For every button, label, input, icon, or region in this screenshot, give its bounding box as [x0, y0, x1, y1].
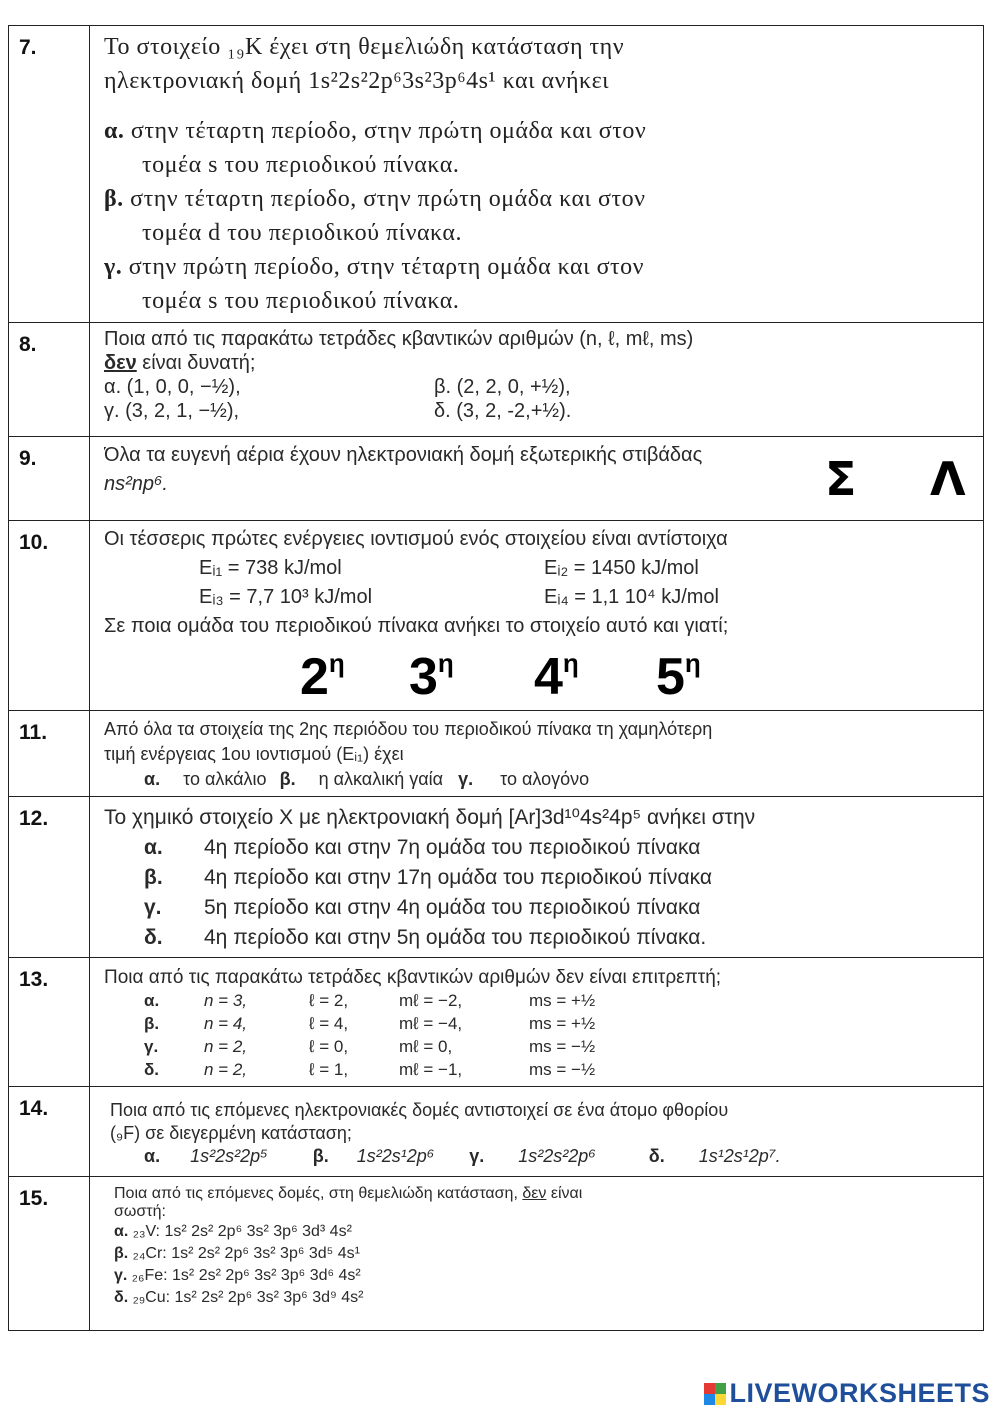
logo-text: LIVEWORKSHEETS: [729, 1378, 990, 1408]
question-stem: δεν είναι δυνατή;: [104, 352, 256, 374]
question-row-12: [9, 797, 984, 958]
question-body: [90, 323, 984, 437]
question-number: 13.: [9, 958, 90, 1087]
ionization-energy-2: Eᵢ₂ = 1450 kJ/mol: [544, 557, 699, 579]
ionization-energy-3: Eᵢ₃ = 7,7 10³ kJ/mol: [199, 586, 373, 608]
question-stem: τιμή ενέργειας 1ου ιοντισμού (Eᵢ₁) έχει: [104, 744, 404, 764]
option-a[interactable]: α. ₂₃V: 1s² 2s² 2p⁶ 3s² 3p⁶ 3d³ 4s²: [114, 1223, 352, 1240]
option-c[interactable]: το αλογόνο: [500, 769, 590, 789]
question-body: [90, 958, 984, 1087]
option-c[interactable]: γ. n = 2, ℓ = 0, mℓ = 0, ms = −½: [144, 1037, 596, 1056]
question-body: [90, 1087, 984, 1177]
question-row-13: [9, 958, 984, 1087]
question-row-8: [9, 323, 984, 437]
option-a[interactable]: το αλκάλιο: [183, 769, 267, 789]
question-body: [90, 797, 984, 958]
option-a[interactable]: α. στην τέταρτη περίοδο, στην πρώτη ομάδα και στον: [104, 118, 647, 144]
question-body: [90, 521, 984, 711]
negation-word: δεν: [522, 1185, 547, 1202]
option-c[interactable]: γ. ₂₆Fe: 1s² 2s² 2p⁶ 3s² 3p⁶ 3d⁶ 4s²: [114, 1267, 361, 1284]
option-a[interactable]: α. 4η περίοδο και στην 7η ομάδα του περιοδικού πίνακα: [144, 836, 701, 859]
option-b[interactable]: β. (2, 2, 0, +½),: [434, 376, 571, 398]
option-c-cont: τομέα s του περιοδικού πίνακα.: [142, 288, 460, 314]
question-stem: Ποια από τις παρακάτω τετράδες κβαντικών αριθμών δεν είναι επιτρεπτή;: [104, 967, 722, 988]
option-a[interactable]: α. (1, 0, 0, −½),: [104, 376, 241, 398]
true-choice[interactable]: Σ: [825, 452, 857, 506]
choice-4[interactable]: $4^\eta$: [534, 647, 579, 706]
question-row-9: [9, 437, 984, 521]
option-a-cont: τομέα s του περιοδικού πίνακα.: [142, 152, 460, 178]
question-stem: Από όλα τα στοιχεία της 2ης περιόδου του περιοδικού πίνακα τη χαμηλότερη: [104, 719, 713, 739]
question-number: 8.: [9, 323, 90, 437]
question-row-11: [9, 711, 984, 797]
question-row-7: [9, 26, 984, 323]
option-c[interactable]: γ. στην πρώτη περίοδο, στην τέταρτη ομάδα και στον: [104, 254, 645, 280]
question-stem: Ποια από τις επόμενες ηλεκτρονιακές δομές αντιστοιχεί σε ένα άτομο φθορίου: [110, 1100, 729, 1120]
question-row-14: [9, 1087, 984, 1177]
option-a[interactable]: α. 1s²2s²2p⁵: [144, 1146, 268, 1166]
question-number: 12.: [9, 797, 90, 958]
question-body: [90, 1177, 984, 1331]
ionization-energy-4: Eᵢ₄ = 1,1 10⁴ kJ/mol: [544, 586, 719, 608]
question-stem: Το χημικό στοιχείο Χ με ηλεκτρονιακή δομή [Ar]3d¹⁰4s²4p⁵ ανήκει στην: [104, 806, 756, 829]
question-stem: Σε ποια ομάδα του περιοδικού πίνακα ανήκει το στοιχείο αυτό και γιατί;: [104, 615, 729, 637]
question-row-15: [9, 1177, 984, 1331]
option-b-cont: τομέα d του περιοδικού πίνακα.: [142, 220, 462, 246]
question-stem: Οι τέσσερις πρώτες ενέργειες ιοντισμού ενός στοιχείου είναι αντίστοιχα: [104, 528, 728, 550]
question-stem: Ποια από τις παρακάτω τετράδες κβαντικών αριθμών (n, ℓ, mℓ, ms): [104, 328, 694, 350]
negation-word: δεν: [104, 352, 137, 374]
option-d[interactable]: δ. ₂₉Cu: 1s² 2s² 2p⁶ 3s² 3p⁶ 3d⁹ 4s²: [114, 1289, 364, 1306]
question-number: 9.: [9, 437, 90, 521]
question-number: 14.: [9, 1087, 90, 1177]
ionization-energy-1: Eᵢ₁ = 738 kJ/mol: [199, 557, 342, 579]
logo-icon: [704, 1383, 726, 1405]
option-d[interactable]: δ. 4η περίοδο και στην 5η ομάδα του περιοδικού πίνακα.: [144, 926, 707, 949]
option-c[interactable]: γ. 5η περίοδο και στην 4η ομάδα του περιοδικού πίνακα: [144, 896, 701, 919]
option-c[interactable]: γ. 1s²2s²2p⁶: [469, 1146, 596, 1166]
option-b[interactable]: η αλκαλική γαία: [318, 769, 444, 789]
question-number: 7.: [9, 26, 90, 323]
question-stem: σωστή:: [114, 1203, 166, 1220]
option-b[interactable]: β. 1s²2s¹2p⁶: [312, 1146, 435, 1166]
option-b[interactable]: β. στην τέταρτη περίοδο, στην πρώτη ομάδα και στον: [104, 186, 646, 212]
option-b[interactable]: β. n = 4, ℓ = 4, mℓ = −4, ms = +½: [144, 1014, 596, 1033]
choice-2[interactable]: $2^\eta$: [300, 647, 345, 706]
question-stem: Το στοιχείο ₁₉Κ έχει στη θεμελιώδη κατάσταση την: [104, 34, 625, 60]
option-d[interactable]: δ. (3, 2, -2,+½).: [434, 400, 572, 422]
false-choice[interactable]: Λ: [930, 452, 966, 506]
question-row-10: [9, 521, 984, 711]
option-d[interactable]: δ. n = 2, ℓ = 1, mℓ = −1, ms = −½: [144, 1060, 596, 1079]
option-b[interactable]: β. ₂₄Cr: 1s² 2s² 2p⁶ 3s² 3p⁶ 3d⁵ 4s¹: [114, 1245, 360, 1262]
choice-5[interactable]: $5^\eta$: [656, 647, 701, 706]
choice-3[interactable]: $3^\eta$: [409, 647, 454, 706]
question-number: 15.: [9, 1177, 90, 1331]
option-c[interactable]: γ. (3, 2, 1, −½),: [104, 400, 240, 422]
option-b[interactable]: β. 4η περίοδο και στην 17η ομάδα του περιοδικού πίνακα: [144, 866, 713, 889]
question-number: 11.: [9, 711, 90, 797]
question-stem: Όλα τα ευγενή αέρια έχουν ηλεκτρονιακή δομή εξωτερικής στιβάδας: [104, 444, 703, 466]
option-d[interactable]: δ. 1s¹2s¹2p⁷.: [648, 1146, 781, 1166]
question-number: 10.: [9, 521, 90, 711]
liveworksheets-logo: [704, 1378, 990, 1409]
question-stem: (₉F) σε διεγερμένη κατάσταση;: [110, 1123, 352, 1143]
question-stem: ns²np⁶.: [104, 473, 168, 495]
question-body: [90, 437, 984, 521]
question-stem: ηλεκτρονιακή δομή 1s²2s²2p⁶3s²3p⁶4s¹ και ανήκει: [104, 68, 610, 94]
answer-choices: [104, 641, 973, 706]
option-a[interactable]: α. n = 3, ℓ = 2, mℓ = −2, ms = +½: [144, 991, 596, 1010]
question-body: Από όλα τα στοιχεία της 2ης περιόδου του περιοδικού πίνακα τη χαμηλότερη τιμή ενέργειας 1ου ιοντισμού (Eᵢ₁) έχει α. το αλκάλιο β. η αλκαλική γαία γ. το αλογόνο: [90, 711, 984, 797]
questions-table: [8, 25, 984, 1331]
question-body: [90, 26, 984, 323]
question-stem: Ποια από τις επόμενες δομές, στη θεμελιώδη κατάσταση, δεν είναι: [114, 1185, 583, 1202]
